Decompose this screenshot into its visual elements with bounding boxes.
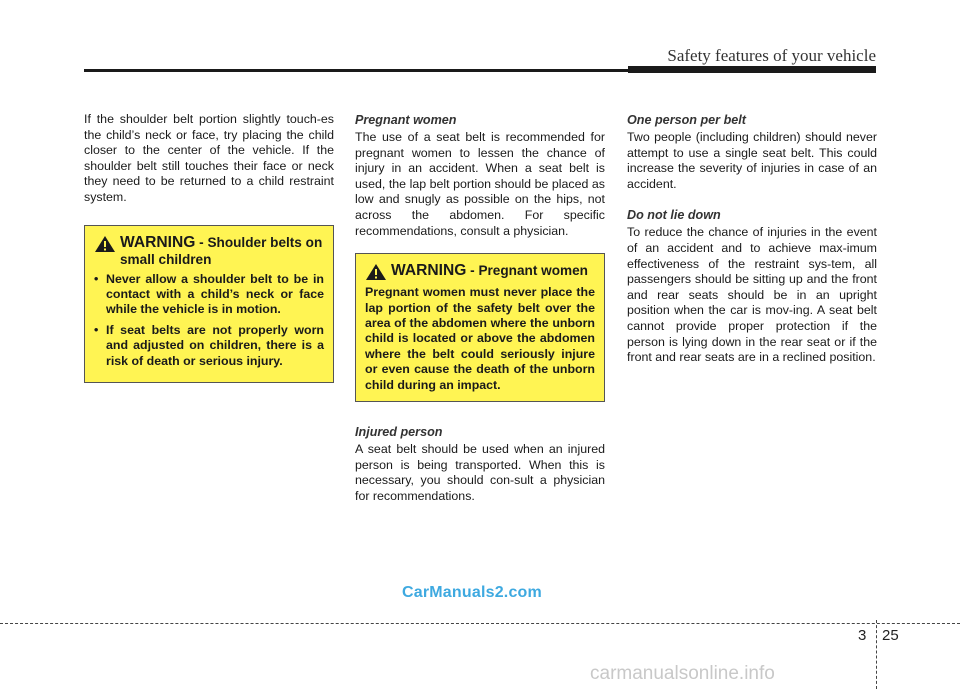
warning-subject: - Shoulder belts on small children bbox=[120, 234, 323, 267]
warning-box-shoulder-belts bbox=[84, 225, 334, 383]
do-not-lie-down-heading: Do not lie down bbox=[627, 208, 721, 223]
pregnant-women-heading: Pregnant women bbox=[355, 113, 457, 127]
warning-label: WARNING bbox=[120, 233, 196, 251]
watermark-link[interactable]: CarManuals2.com bbox=[402, 584, 542, 601]
header-rule-accent bbox=[628, 66, 876, 73]
one-person-heading: One person per belt bbox=[627, 113, 746, 127]
warning-item: • Never allow a shoulder belt to be in contact with a child’s neck or face while the vehicle is in motion. bbox=[94, 272, 324, 318]
one-person-paragraph: Two people (including children) should never attempt to use a single seat belt. This could increase the severity of injuries in case of an accident. bbox=[627, 130, 877, 191]
footer-watermark: carmanualsonline.info bbox=[590, 663, 775, 684]
do-not-lie-down-paragraph: To reduce the chance of injuries in the event of an accident and to achieve max-imum effectiveness of the restraint sys-tem, all passengers should be sitting up and the front and rear seats should be in an upright position when the car is mov-ing. A seat belt cannot provide proper protection if the person is lying down in the rear seat or if the front and rear seats are in a reclined position. bbox=[627, 225, 877, 365]
page-header-title: Safety features of your vehicle bbox=[667, 46, 876, 65]
warning-box-pregnant-women bbox=[355, 253, 605, 402]
warning-text: Pregnant women must never place the lap portion of the safety belt over the area of the abdomen where the unborn child is located or above the abdomen where the belt could seriously injure or even cause the death of the unborn child during an impact. bbox=[365, 285, 595, 392]
warning-title bbox=[120, 234, 324, 268]
column-2 bbox=[355, 112, 605, 504]
chapter-number: 3 bbox=[858, 627, 867, 644]
footer-rule bbox=[0, 623, 960, 624]
warning-header bbox=[94, 234, 324, 268]
warning-triangle-icon bbox=[365, 263, 387, 281]
intro-paragraph: If the shoulder belt portion slightly touch-es the child’s neck or face, try placing the child closer to the center of the vehicle. If the shoulder belt still touches their face or neck they need to be returned to a child restraint system. bbox=[84, 112, 334, 204]
injured-person-heading: Injured person bbox=[355, 425, 443, 439]
warning-label: WARNING bbox=[391, 262, 467, 280]
pregnant-women-paragraph: The use of a seat belt is recommended for pregnant women to lessen the chance of injury in an accident. When a seat belt is used, the lap belt portion should be placed as low and snugly as possible on the hips, not across the abdomen. For specific recommendations, consult a physician. bbox=[355, 130, 605, 238]
injured-person-paragraph: A seat belt should be used when an injured person is being transported. When this is necessary, you should con-sult a physician for recommendations. bbox=[355, 442, 605, 503]
warning-item: • If seat belts are not properly worn and adjusted on children, there is a risk of death or serious injury. bbox=[94, 323, 324, 369]
column-3 bbox=[627, 112, 877, 366]
warning-triangle-icon bbox=[94, 235, 116, 253]
warning-header bbox=[365, 262, 595, 281]
column-1 bbox=[84, 112, 334, 383]
warning-subject: - Pregnant women bbox=[466, 263, 588, 279]
warning-title bbox=[391, 262, 588, 279]
warning-list bbox=[94, 272, 324, 369]
page-number-divider bbox=[876, 620, 877, 689]
page-number: 25 bbox=[882, 627, 899, 644]
